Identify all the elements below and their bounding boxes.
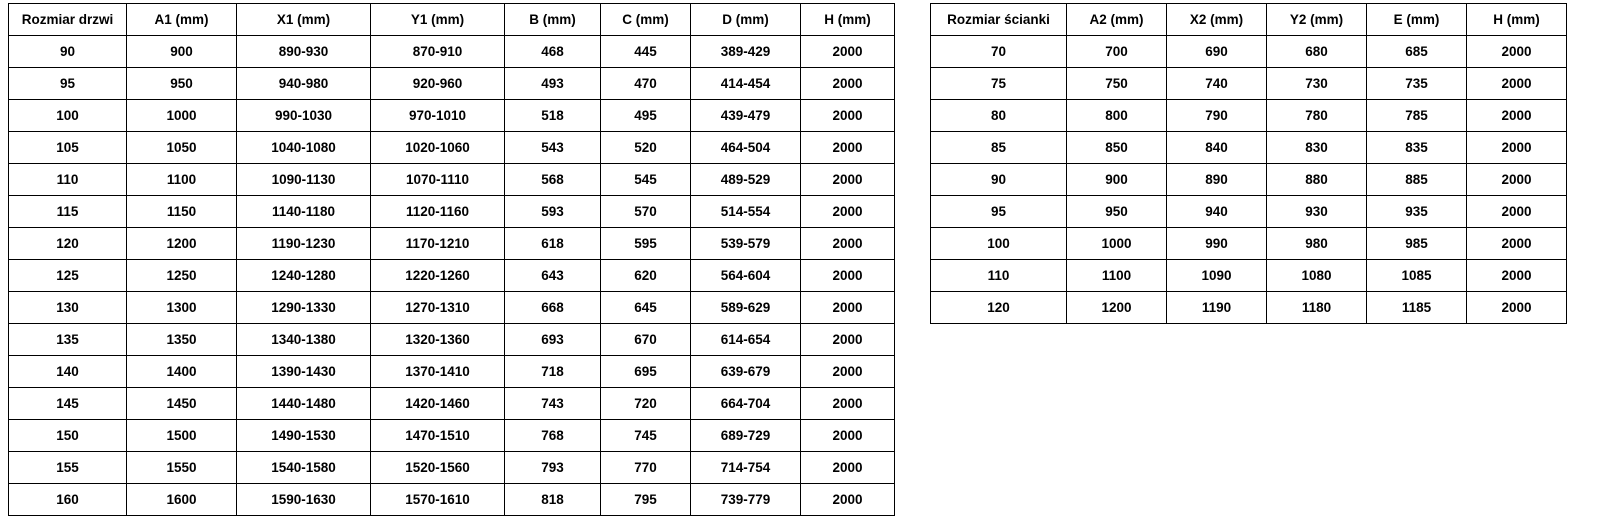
door-size-cell: 2000 [801, 484, 895, 516]
door-size-cell: 668 [505, 292, 601, 324]
wall-size-cell: 680 [1267, 36, 1367, 68]
door-size-cell: 1000 [127, 100, 237, 132]
door-size-cell: 2000 [801, 420, 895, 452]
table-row [931, 132, 1567, 164]
door-sizes-table-body [9, 36, 895, 516]
door-size-cell: 589-629 [691, 292, 801, 324]
table-row [9, 292, 895, 324]
wall-size-cell: 1190 [1167, 292, 1267, 324]
wall-size-column-header: X2 (mm) [1167, 4, 1267, 36]
table-row [9, 484, 895, 516]
door-size-cell: 1400 [127, 356, 237, 388]
wall-size-cell: 95 [931, 196, 1067, 228]
door-size-cell: 2000 [801, 356, 895, 388]
door-size-cell: 720 [601, 388, 691, 420]
door-size-cell: 1600 [127, 484, 237, 516]
door-size-cell: 125 [9, 260, 127, 292]
wall-size-cell: 2000 [1467, 36, 1567, 68]
table-row [9, 196, 895, 228]
wall-size-cell: 735 [1367, 68, 1467, 100]
wall-size-cell: 840 [1167, 132, 1267, 164]
wall-size-cell: 700 [1067, 36, 1167, 68]
door-size-cell: 714-754 [691, 452, 801, 484]
door-size-cell: 620 [601, 260, 691, 292]
door-size-cell: 1020-1060 [371, 132, 505, 164]
door-size-cell: 493 [505, 68, 601, 100]
door-size-cell: 1090-1130 [237, 164, 371, 196]
door-size-cell: 1440-1480 [237, 388, 371, 420]
door-size-cell: 1070-1110 [371, 164, 505, 196]
door-size-cell: 768 [505, 420, 601, 452]
door-size-cell: 718 [505, 356, 601, 388]
door-size-column-header: H (mm) [801, 4, 895, 36]
door-size-cell: 145 [9, 388, 127, 420]
door-size-cell: 1590-1630 [237, 484, 371, 516]
door-size-cell: 595 [601, 228, 691, 260]
door-size-cell: 470 [601, 68, 691, 100]
door-size-cell: 95 [9, 68, 127, 100]
table-row [9, 100, 895, 132]
door-size-cell: 1050 [127, 132, 237, 164]
door-size-cell: 745 [601, 420, 691, 452]
door-size-cell: 1550 [127, 452, 237, 484]
wall-size-cell: 885 [1367, 164, 1467, 196]
door-size-cell: 2000 [801, 132, 895, 164]
door-size-cell: 970-1010 [371, 100, 505, 132]
wall-size-cell: 80 [931, 100, 1067, 132]
door-size-column-header: Rozmiar drzwi [9, 4, 127, 36]
wall-size-cell: 90 [931, 164, 1067, 196]
door-size-cell: 900 [127, 36, 237, 68]
wall-size-cell: 990 [1167, 228, 1267, 260]
door-size-cell: 2000 [801, 68, 895, 100]
door-size-cell: 1450 [127, 388, 237, 420]
door-size-cell: 1500 [127, 420, 237, 452]
door-size-cell: 2000 [801, 324, 895, 356]
door-size-cell: 1250 [127, 260, 237, 292]
wall-size-cell: 1080 [1267, 260, 1367, 292]
door-size-cell: 2000 [801, 260, 895, 292]
wall-size-cell: 1100 [1067, 260, 1167, 292]
door-size-cell: 693 [505, 324, 601, 356]
table-header-row [9, 4, 895, 36]
wall-size-column-header: H (mm) [1467, 4, 1567, 36]
door-size-cell: 890-930 [237, 36, 371, 68]
wall-size-cell: 1180 [1267, 292, 1367, 324]
wall-size-cell: 950 [1067, 196, 1167, 228]
door-size-cell: 2000 [801, 100, 895, 132]
door-size-cell: 120 [9, 228, 127, 260]
door-size-cell: 389-429 [691, 36, 801, 68]
door-size-cell: 1540-1580 [237, 452, 371, 484]
table-row [931, 36, 1567, 68]
door-size-cell: 2000 [801, 164, 895, 196]
wall-size-cell: 690 [1167, 36, 1267, 68]
door-size-column-header: C (mm) [601, 4, 691, 36]
door-size-cell: 2000 [801, 292, 895, 324]
door-size-column-header: D (mm) [691, 4, 801, 36]
wall-size-cell: 110 [931, 260, 1067, 292]
table-row [9, 452, 895, 484]
door-size-cell: 464-504 [691, 132, 801, 164]
wall-size-cell: 980 [1267, 228, 1367, 260]
door-size-column-header: Y1 (mm) [371, 4, 505, 36]
wall-size-cell: 930 [1267, 196, 1367, 228]
table-row [931, 292, 1567, 324]
wall-size-cell: 1085 [1367, 260, 1467, 292]
door-size-cell: 1340-1380 [237, 324, 371, 356]
door-size-cell: 2000 [801, 228, 895, 260]
door-size-cell: 1200 [127, 228, 237, 260]
door-size-cell: 645 [601, 292, 691, 324]
door-size-cell: 489-529 [691, 164, 801, 196]
table-row [9, 388, 895, 420]
door-size-cell: 1290-1330 [237, 292, 371, 324]
wall-size-cell: 685 [1367, 36, 1467, 68]
table-row [931, 260, 1567, 292]
door-size-cell: 1390-1430 [237, 356, 371, 388]
door-size-cell: 643 [505, 260, 601, 292]
wall-size-cell: 2000 [1467, 260, 1567, 292]
door-size-cell: 670 [601, 324, 691, 356]
door-size-cell: 1320-1360 [371, 324, 505, 356]
door-size-cell: 564-604 [691, 260, 801, 292]
door-size-cell: 950 [127, 68, 237, 100]
door-size-cell: 150 [9, 420, 127, 452]
door-size-cell: 1170-1210 [371, 228, 505, 260]
wall-size-cell: 85 [931, 132, 1067, 164]
door-size-cell: 2000 [801, 452, 895, 484]
table-row [9, 356, 895, 388]
door-size-cell: 543 [505, 132, 601, 164]
wall-size-cell: 780 [1267, 100, 1367, 132]
door-size-cell: 545 [601, 164, 691, 196]
door-size-cell: 689-729 [691, 420, 801, 452]
door-size-cell: 1570-1610 [371, 484, 505, 516]
door-size-cell: 1040-1080 [237, 132, 371, 164]
wall-size-column-header: E (mm) [1367, 4, 1467, 36]
table-row [9, 324, 895, 356]
wall-size-cell: 800 [1067, 100, 1167, 132]
door-size-cell: 445 [601, 36, 691, 68]
wall-size-cell: 2000 [1467, 164, 1567, 196]
wall-sizes-table-body [931, 36, 1567, 324]
wall-size-cell: 940 [1167, 196, 1267, 228]
wall-size-cell: 835 [1367, 132, 1467, 164]
door-sizes-table-head [9, 4, 895, 36]
door-size-cell: 568 [505, 164, 601, 196]
wall-size-cell: 2000 [1467, 196, 1567, 228]
door-size-cell: 940-980 [237, 68, 371, 100]
wall-size-cell: 70 [931, 36, 1067, 68]
wall-size-column-header: A2 (mm) [1067, 4, 1167, 36]
door-size-cell: 818 [505, 484, 601, 516]
door-size-cell: 160 [9, 484, 127, 516]
wall-size-cell: 850 [1067, 132, 1167, 164]
table-header-row [931, 4, 1567, 36]
door-size-cell: 695 [601, 356, 691, 388]
table-row [9, 260, 895, 292]
door-size-cell: 539-579 [691, 228, 801, 260]
door-size-cell: 495 [601, 100, 691, 132]
door-size-cell: 155 [9, 452, 127, 484]
door-size-cell: 1140-1180 [237, 196, 371, 228]
door-size-cell: 110 [9, 164, 127, 196]
door-size-cell: 614-654 [691, 324, 801, 356]
door-size-cell: 795 [601, 484, 691, 516]
wall-size-cell: 935 [1367, 196, 1467, 228]
door-size-cell: 664-704 [691, 388, 801, 420]
door-size-cell: 1350 [127, 324, 237, 356]
wall-size-cell: 2000 [1467, 100, 1567, 132]
door-size-cell: 115 [9, 196, 127, 228]
door-size-cell: 793 [505, 452, 601, 484]
door-size-cell: 105 [9, 132, 127, 164]
door-size-cell: 439-479 [691, 100, 801, 132]
door-size-cell: 140 [9, 356, 127, 388]
table-row [931, 228, 1567, 260]
wall-size-cell: 2000 [1467, 228, 1567, 260]
door-size-cell: 90 [9, 36, 127, 68]
door-size-cell: 518 [505, 100, 601, 132]
wall-size-cell: 1200 [1067, 292, 1167, 324]
door-size-cell: 1490-1530 [237, 420, 371, 452]
door-size-cell: 135 [9, 324, 127, 356]
wall-size-column-header: Rozmiar ścianki [931, 4, 1067, 36]
door-size-cell: 1150 [127, 196, 237, 228]
door-size-cell: 1220-1260 [371, 260, 505, 292]
table-row [9, 132, 895, 164]
door-sizes-table [8, 3, 895, 516]
table-row [9, 228, 895, 260]
door-size-cell: 570 [601, 196, 691, 228]
table-row [931, 68, 1567, 100]
door-size-cell: 1520-1560 [371, 452, 505, 484]
door-size-cell: 1120-1160 [371, 196, 505, 228]
door-size-cell: 870-910 [371, 36, 505, 68]
wall-size-cell: 2000 [1467, 132, 1567, 164]
door-size-column-header: B (mm) [505, 4, 601, 36]
door-size-column-header: X1 (mm) [237, 4, 371, 36]
door-size-cell: 639-679 [691, 356, 801, 388]
wall-size-cell: 900 [1067, 164, 1167, 196]
door-size-cell: 990-1030 [237, 100, 371, 132]
wall-size-cell: 750 [1067, 68, 1167, 100]
door-size-cell: 593 [505, 196, 601, 228]
door-size-cell: 2000 [801, 36, 895, 68]
door-size-cell: 920-960 [371, 68, 505, 100]
wall-size-cell: 785 [1367, 100, 1467, 132]
door-size-cell: 520 [601, 132, 691, 164]
wall-size-column-header: Y2 (mm) [1267, 4, 1367, 36]
table-row [9, 68, 895, 100]
door-size-cell: 414-454 [691, 68, 801, 100]
wall-size-cell: 880 [1267, 164, 1367, 196]
door-size-cell: 1190-1230 [237, 228, 371, 260]
table-row [9, 420, 895, 452]
door-size-cell: 1370-1410 [371, 356, 505, 388]
wall-size-cell: 2000 [1467, 292, 1567, 324]
door-size-cell: 1270-1310 [371, 292, 505, 324]
wall-size-cell: 740 [1167, 68, 1267, 100]
wall-size-cell: 1000 [1067, 228, 1167, 260]
wall-size-cell: 100 [931, 228, 1067, 260]
wall-size-cell: 830 [1267, 132, 1367, 164]
wall-size-cell: 985 [1367, 228, 1467, 260]
door-size-cell: 468 [505, 36, 601, 68]
door-size-cell: 743 [505, 388, 601, 420]
wall-sizes-table [930, 3, 1567, 324]
door-size-cell: 1420-1460 [371, 388, 505, 420]
door-size-cell: 739-779 [691, 484, 801, 516]
wall-size-cell: 2000 [1467, 68, 1567, 100]
door-size-cell: 1470-1510 [371, 420, 505, 452]
wall-size-cell: 75 [931, 68, 1067, 100]
door-size-column-header: A1 (mm) [127, 4, 237, 36]
wall-size-cell: 790 [1167, 100, 1267, 132]
door-size-cell: 2000 [801, 196, 895, 228]
door-size-cell: 514-554 [691, 196, 801, 228]
door-size-cell: 100 [9, 100, 127, 132]
door-size-cell: 770 [601, 452, 691, 484]
wall-size-cell: 1185 [1367, 292, 1467, 324]
door-size-cell: 2000 [801, 388, 895, 420]
door-size-cell: 130 [9, 292, 127, 324]
wall-size-cell: 1090 [1167, 260, 1267, 292]
wall-sizes-table-head [931, 4, 1567, 36]
door-size-cell: 1300 [127, 292, 237, 324]
door-size-cell: 1100 [127, 164, 237, 196]
table-row [931, 164, 1567, 196]
door-size-cell: 1240-1280 [237, 260, 371, 292]
door-size-cell: 618 [505, 228, 601, 260]
wall-size-cell: 890 [1167, 164, 1267, 196]
table-row [931, 196, 1567, 228]
wall-size-cell: 730 [1267, 68, 1367, 100]
table-row [9, 164, 895, 196]
table-row [931, 100, 1567, 132]
wall-size-cell: 120 [931, 292, 1067, 324]
table-row [9, 36, 895, 68]
